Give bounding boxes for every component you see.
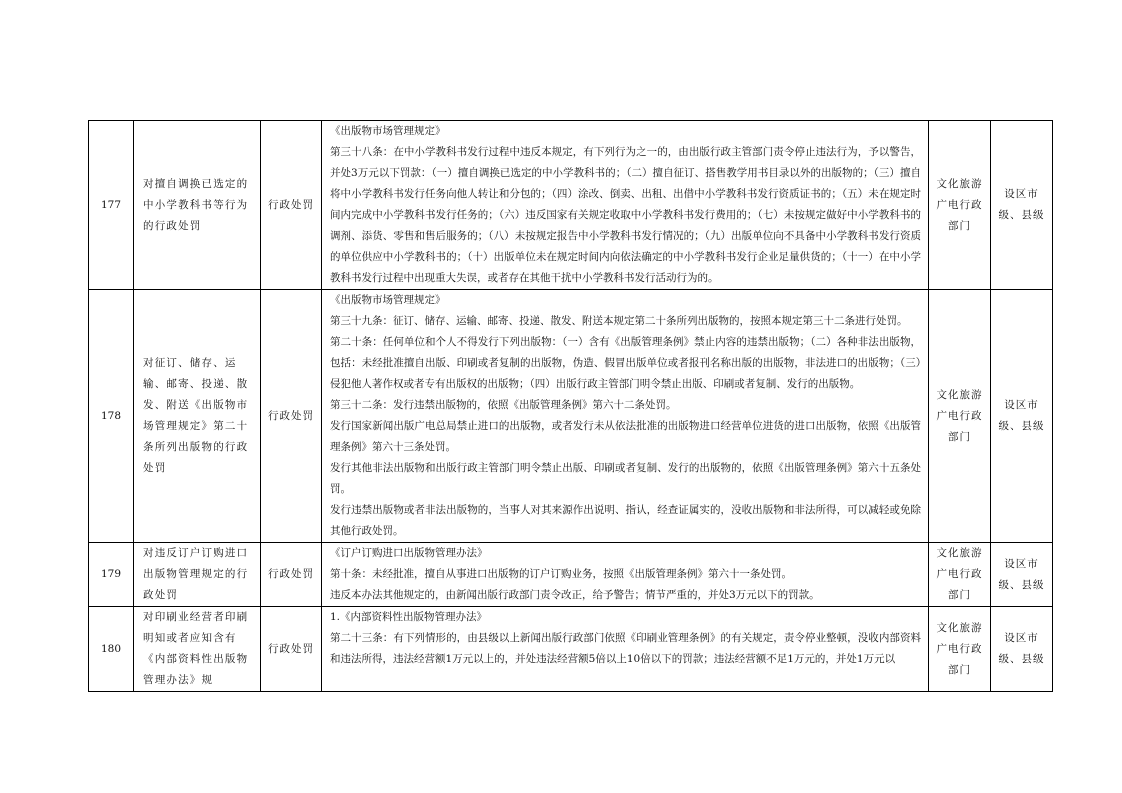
regulation-clause: 第二十条：任何单位和个人不得发行下列出版物：（一）含有《出版管理条例》禁止内容的违禁出版物；（二）各种非法出版物，包括：未经批准擅自出版、印刷或者复制的出版物，伪造、假冒出版单位或者报刊名称出版的出版物，非法进口的出版物；（三）侵犯他人著作权或者专有出版权的出版物；（四）出版行政主管部门明令禁止出版、印刷或者复制、发行的出版物。 (330, 336, 921, 390)
item-name: 对擅自调换已选定的中小学教科书等行为的行政处罚 (134, 121, 261, 290)
cell-line: 部门 (948, 663, 971, 676)
table-row (89, 607, 1053, 692)
cell-line: 设区市 (1004, 188, 1039, 200)
regulation-clause: 发行其他非法出版物和出版行政主管部门明令禁止出版、印刷或者复制、发行的出版物的，依照《出版管理条例》第六十五条处罚。 (330, 462, 921, 495)
table-body (89, 121, 1053, 692)
enforcement-department (929, 607, 991, 692)
regulation-title: 《出版物市场管理规定》 (330, 294, 446, 306)
regulation-clause: 违反本办法其他规定的，由新闻出版行政部门责令改正，给予警告；情节严重的，并处3万元以下的罚款。 (330, 589, 820, 601)
regulation-title: 《订户订购进口出版物管理办法》 (330, 547, 488, 559)
regulation-clause: 第十条：未经批准，擅自从事进口出版物的订户订购业务，按照《出版管理条例》第六十一条处罚。 (330, 568, 792, 580)
cell-line: 设区市 (1004, 632, 1039, 644)
punishment-type: 行政处罚 (261, 607, 322, 692)
enforcement-table (88, 120, 1053, 692)
cell-line: 广电行政 (936, 568, 983, 580)
item-name: 对征订、储存、运输、邮寄、投递、散发、附送《出版物市场管理规定》第二十条所列出版物的行政处罚 (134, 290, 261, 543)
cell-line: 文化旅游 (936, 547, 983, 559)
legal-basis (322, 543, 929, 607)
table-row (89, 121, 1053, 290)
regulation-clause: 第三十九条：征订、储存、运输、邮寄、投递、散发、附送本规定第二十条所列出版物的，按照本规定第三十二条进行处罚。 (330, 315, 908, 327)
enforcement-department (929, 121, 991, 290)
cell-line: 广电行政 (936, 409, 983, 422)
regulation-clause: 第三十八条：在中小学教科书发行过程中违反本规定，有下列行为之一的，由出版行政主管部门责令停止违法行为，予以警告，并处3万元以下罚款：（一）擅自调换已选定的中小学教科书的；（二）擅自征订、搭售教学用书目录以外的出版物的；（三）擅自将中小学教科书发行任务向他人转让和分包的；（四）涂改、倒卖、出租、出借中小学教科书发行资质证书的；（五）未在规定时间内完成中小学教科书发行任务的；（六）违反国家有关规定收取中小学教科书发行费用的；（七）未按规定做好中小学教科书的调剂、添货、零售和售后服务的；（八）未按规定报告中小学教科书发行情况的；（九）出版单位向不具备中小学教科书发行资质的单位供应中小学教科书的；（十）出版单位未在规定时间内向依法确定的中小学教科书发行企业足量供货的；（十一）在中小学教科书发行过程中出现重大失误，或者存在其他干扰中小学教科书发行活动行为的。 (330, 146, 921, 284)
regulation-clause: 发行国家新闻出版广电总局禁止进口的出版物，或者发行未从依法批准的出版物进口经营单位进货的进口出版物，依照《出版管理条例》第六十三条处罚。 (330, 420, 921, 453)
regulation-title: 《出版物市场管理规定》 (330, 125, 446, 137)
regulation-clause: 第三十二条：发行违禁出版物的，依照《出版管理条例》第六十二条处罚。 (330, 399, 677, 411)
enforcement-department (929, 543, 991, 607)
item-name: 对违反订户订购进口出版物管理规定的行政处罚 (134, 543, 261, 607)
cell-line: 级、县级 (998, 653, 1045, 665)
cell-line: 文化旅游 (936, 388, 983, 401)
cell-line: 设区市 (1004, 399, 1039, 411)
row-number: 178 (89, 290, 134, 543)
cell-line: 文化旅游 (936, 177, 983, 190)
enforcement-department (929, 290, 991, 543)
row-number: 180 (89, 607, 134, 692)
cell-line: 设区市 (1004, 557, 1039, 570)
punishment-type: 行政处罚 (261, 290, 322, 543)
punishment-type: 行政处罚 (261, 543, 322, 607)
jurisdiction-level (991, 290, 1053, 543)
cell-line: 广电行政 (936, 642, 983, 655)
jurisdiction-level (991, 121, 1053, 290)
cell-line: 级、县级 (998, 209, 1045, 221)
cell-line: 广电行政 (936, 198, 983, 211)
cell-line: 文化旅游 (936, 621, 983, 634)
row-number: 179 (89, 543, 134, 607)
row-number: 177 (89, 121, 134, 290)
item-name: 对印刷业经营者印刷明知或者应知含有《内部资料性出版物管理办法》规 (134, 607, 261, 692)
table-row (89, 290, 1053, 543)
cell-line: 部门 (948, 219, 971, 232)
cell-line: 部门 (948, 589, 971, 601)
table-row (89, 543, 1053, 607)
regulation-clause: 第二十三条：有下列情形的，由县级以上新闻出版行政部门依照《印刷业管理条例》的有关规定，责令停业整顿，没收内部资料和违法所得，违法经营额1万元以上的，并处违法经营额5倍以上10倍以下的罚款；违法经营额不足1万元的，并处1万元以 (330, 632, 921, 665)
cell-line: 级、县级 (998, 578, 1045, 591)
regulation-title: 1.《内部资料性出版物管理办法》 (330, 611, 488, 623)
legal-basis (322, 607, 929, 692)
regulation-clause: 发行违禁出版物或者非法出版物的，当事人对其来源作出说明、指认，经查证属实的，没收出版物和非法所得，可以减轻或免除其他行政处罚。 (330, 504, 921, 537)
legal-basis (322, 121, 929, 290)
jurisdiction-level (991, 543, 1053, 607)
cell-line: 级、县级 (998, 420, 1045, 432)
cell-line: 部门 (948, 430, 971, 443)
legal-basis (322, 290, 929, 543)
jurisdiction-level (991, 607, 1053, 692)
punishment-type: 行政处罚 (261, 121, 322, 290)
